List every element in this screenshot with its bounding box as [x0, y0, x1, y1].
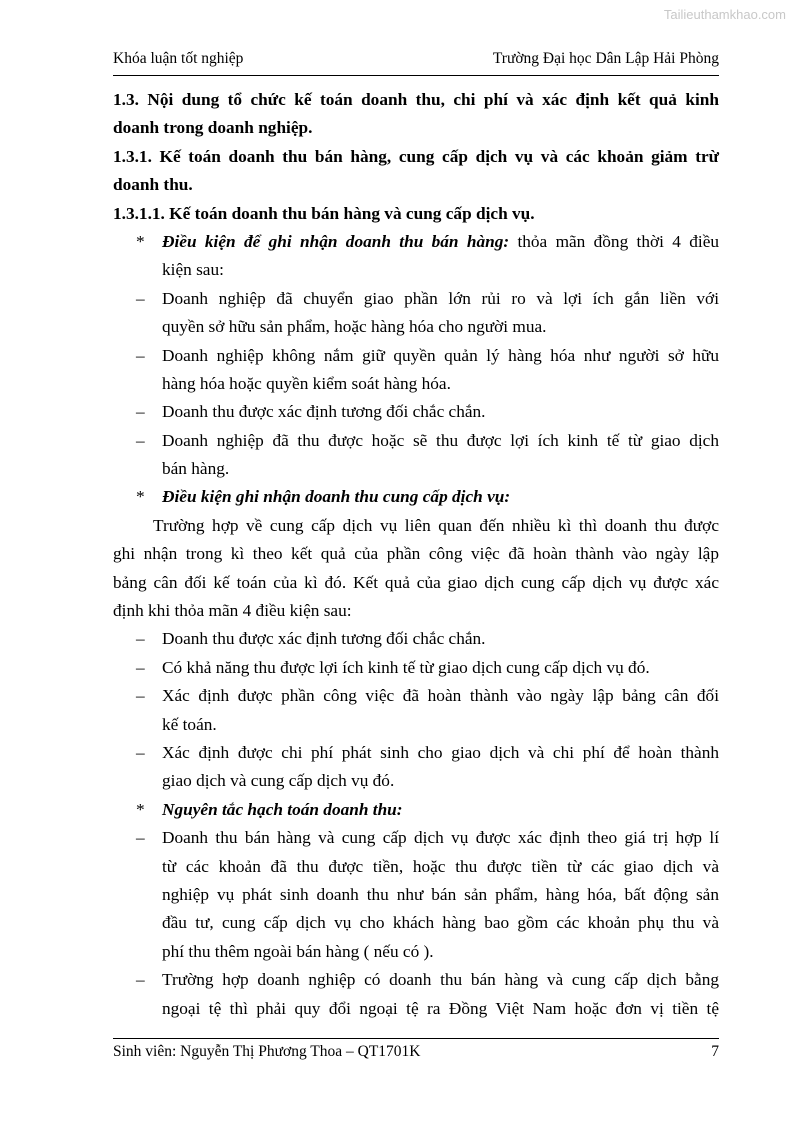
watermark: Tailieuthamkhao.com: [663, 7, 786, 22]
header-left: Khóa luận tốt nghiệp: [113, 50, 244, 67]
list-item-cont: quyền sở hữu sản phẩm, hoặc hàng hóa cho người mua.: [162, 317, 547, 337]
dash-bullet: –: [136, 288, 145, 308]
list-item-text: Doanh thu bán hàng và cung cấp dịch vụ được xác định theo giá trị hợp lí: [162, 828, 719, 848]
service-paragraph-line: định khi thỏa mãn 4 điều kiện sau:: [113, 601, 352, 621]
list-item-text: Doanh nghiệp đã thu được hoặc sẽ thu được lợi ích kinh tế từ giao dịch: [162, 430, 719, 450]
header-rule: [113, 75, 719, 76]
heading-1-3-1-cont: doanh thu.: [113, 175, 193, 195]
page-content: [113, 86, 719, 1023]
list-item-cont: giao dịch và cung cấp dịch vụ đó.: [162, 771, 395, 791]
list-item-cont: bán hàng.: [162, 459, 230, 479]
list-item-cont: kế toán.: [162, 714, 217, 734]
page-number: 7: [711, 1043, 719, 1060]
list-item: [113, 625, 719, 653]
list-item-text: Doanh thu được xác định tương đối chắc chắn.: [162, 629, 486, 649]
footer-student: Sinh viên: Nguyễn Thị Phương Thoa – QT1701K: [113, 1043, 421, 1060]
dash-bullet: –: [136, 430, 145, 450]
list-item-text: Có khả năng thu được lợi ích kinh tế từ giao dịch cung cấp dịch vụ đó.: [162, 657, 650, 677]
page-header: [113, 50, 719, 68]
list-item: [113, 682, 719, 739]
service-paragraph-line: ghi nhận trong kì theo kết quả của phần công việc đã hoàn thành vào ngày lập: [113, 544, 719, 564]
footer-rule: [113, 1038, 719, 1039]
list-item-text: Doanh thu được xác định tương đối chắc chắn.: [162, 402, 486, 422]
dash-bullet: –: [136, 686, 145, 706]
sales-conditions-rest: thỏa mãn đồng thời 4 điều: [509, 231, 719, 251]
service-paragraph-line: Trường hợp về cung cấp dịch vụ liên quan đến nhiều kì thì doanh thu được: [153, 515, 719, 535]
list-item-cont: từ các khoản đã thu được tiền, hoặc thu được tiền từ các giao dịch và: [162, 856, 719, 876]
star-bullet: *: [136, 487, 145, 507]
list-item: [113, 427, 719, 484]
star-item-service-conditions: [113, 483, 719, 511]
dash-bullet: –: [136, 657, 145, 677]
star-item-sales-conditions: [113, 228, 719, 256]
list-item: [113, 654, 719, 682]
list-item-cont: hàng hóa hoặc quyền kiểm soát hàng hóa.: [162, 373, 451, 393]
heading-1-3-1-1: 1.3.1.1. Kế toán doanh thu bán hàng và cung cấp dịch vụ.: [113, 203, 535, 223]
header-right: Trường Đại học Dân Lập Hải Phòng: [492, 50, 719, 67]
star-bullet: *: [136, 231, 145, 251]
service-conditions-title: Điều kiện ghi nhận doanh thu cung cấp dịch vụ:: [162, 487, 511, 507]
sales-conditions-title: Điều kiện để ghi nhận doanh thu bán hàng:: [162, 231, 510, 251]
list-item-cont: nghiệp vụ phát sinh doanh thu như bán sản phẩm, hàng hóa, bất động sản: [162, 884, 719, 904]
list-item: [113, 739, 719, 796]
list-item-text: Xác định được chi phí phát sinh cho giao dịch và chi phí để hoàn thành: [162, 742, 719, 762]
dash-bullet: –: [136, 345, 145, 365]
dash-bullet: –: [136, 402, 145, 422]
heading-1-3-cont: doanh trong doanh nghiệp.: [113, 118, 313, 138]
list-item-cont: ngoại tệ thì phải quy đổi ngoại tệ ra Đồng Việt Nam hoặc đơn vị tiền tệ: [162, 998, 719, 1018]
page-footer: [113, 1043, 719, 1061]
list-item: [113, 398, 719, 426]
list-item-text: Xác định được phần công việc đã hoàn thành vào ngày lập bảng cân đối: [162, 686, 719, 706]
dash-bullet: –: [136, 970, 145, 990]
accounting-principles-title: Nguyên tắc hạch toán doanh thu:: [162, 799, 403, 819]
heading-1-3-1: 1.3.1. Kế toán doanh thu bán hàng, cung cấp dịch vụ và các khoản giảm trừ: [113, 146, 719, 166]
dash-bullet: –: [136, 742, 145, 762]
list-item: [113, 966, 719, 1023]
list-item: [113, 342, 719, 399]
list-item: [113, 285, 719, 342]
star-item-accounting-principles: [113, 796, 719, 824]
list-item-text: Doanh nghiệp đã chuyển giao phần lớn rủi ro và lợi ích gắn liền với: [162, 288, 719, 308]
heading-1-3: 1.3. Nội dung tổ chức kế toán doanh thu, chi phí và xác định kết quả kinh: [113, 90, 719, 109]
dash-bullet: –: [136, 828, 145, 848]
list-item: [113, 824, 719, 966]
sales-conditions-cont: kiện sau:: [162, 260, 224, 280]
service-paragraph-line: bảng cân đối kế toán của kì đó. Kết quả của giao dịch cung cấp dịch vụ được xác: [113, 572, 719, 592]
list-item-cont: đầu tư, cung cấp dịch vụ cho khách hàng bao gồm các khoản phụ thu và: [162, 913, 719, 933]
list-item-text: Trường hợp doanh nghiệp có doanh thu bán hàng và cung cấp dịch bằng: [162, 970, 719, 990]
dash-bullet: –: [136, 629, 145, 649]
list-item-cont: phí thu thêm ngoài bán hàng ( nếu có ).: [162, 941, 434, 961]
list-item-text: Doanh nghiệp không nắm giữ quyền quản lý hàng hóa như người sở hữu: [162, 345, 719, 365]
star-bullet: *: [136, 799, 145, 819]
